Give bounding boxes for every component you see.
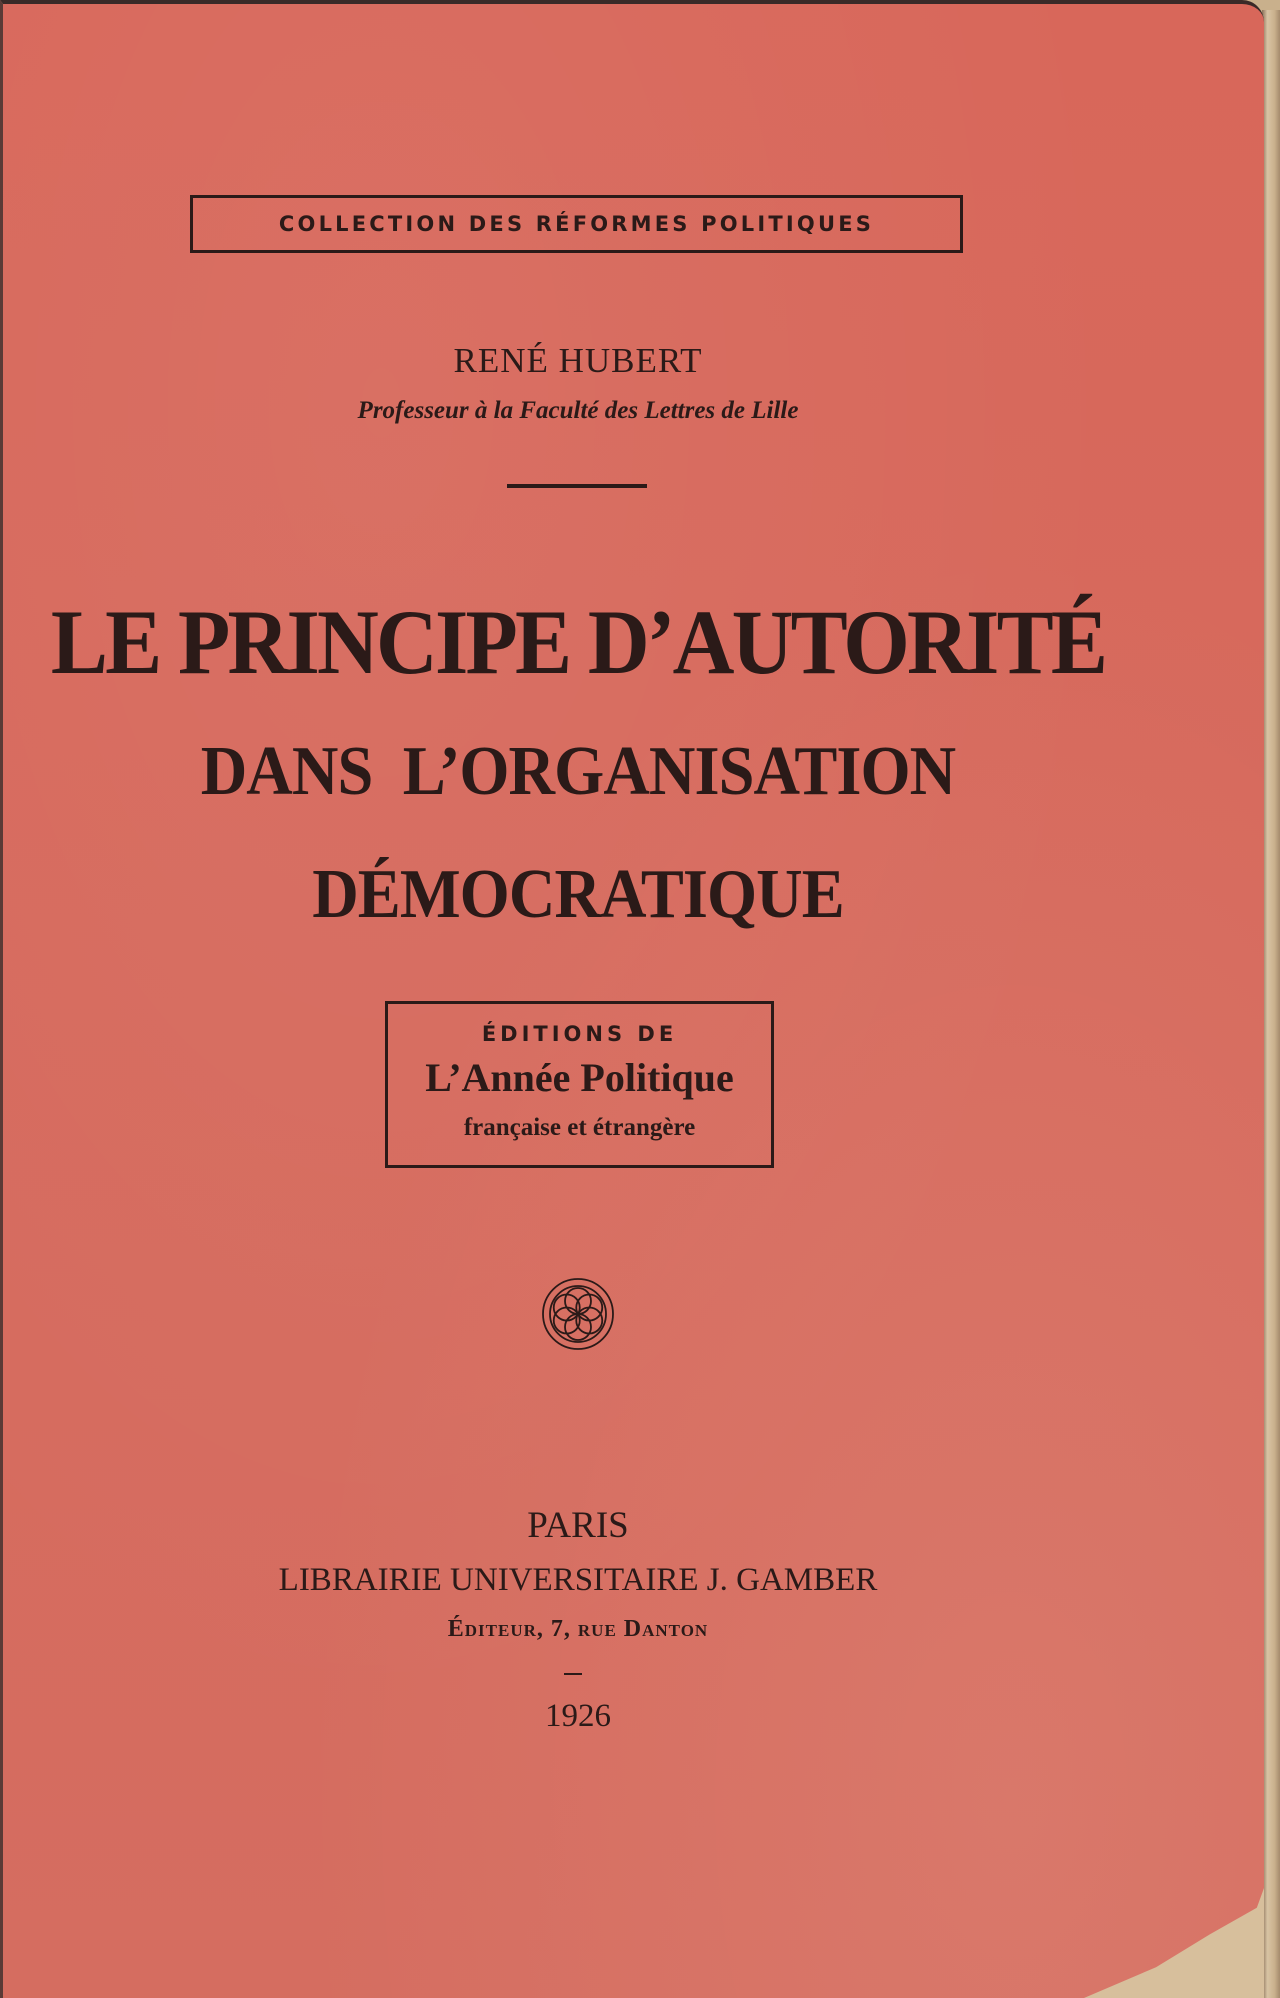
editions-label: ÉDITIONS DE: [481, 1022, 678, 1046]
imprint-city: PARIS: [527, 1505, 629, 1546]
imprint-address: Éditeur, 7, rue Danton: [447, 1616, 709, 1642]
editions-box: [385, 1001, 774, 1168]
author-affiliation: Professeur à la Faculté des Lettres de Lille: [357, 397, 799, 424]
rosette-icon: [541, 1277, 615, 1351]
title-line-2: DANS L’ORGANISATION: [200, 733, 956, 810]
series-label: COLLECTION DES RÉFORMES POLITIQUES: [278, 212, 875, 236]
torn-corner: [1084, 1888, 1264, 1998]
divider-rule: [507, 484, 647, 488]
imprint-publisher: LIBRAIRIE UNIVERSITAIRE J. GAMBER: [278, 1562, 878, 1598]
editions-subtitle: française et étrangère: [463, 1114, 696, 1141]
imprint-year: 1926: [545, 1698, 611, 1734]
editions-publication: L’Année Politique: [425, 1055, 734, 1100]
imprint-separator: [564, 1673, 582, 1675]
author-name: RENÉ HUBERT: [453, 341, 703, 380]
page-edge: [1262, 10, 1280, 1998]
title-line-1: LE PRINCIPE D’AUTORITÉ: [50, 591, 1106, 693]
series-box: [190, 195, 963, 253]
title-line-3: DÉMOCRATIQUE: [312, 856, 844, 933]
